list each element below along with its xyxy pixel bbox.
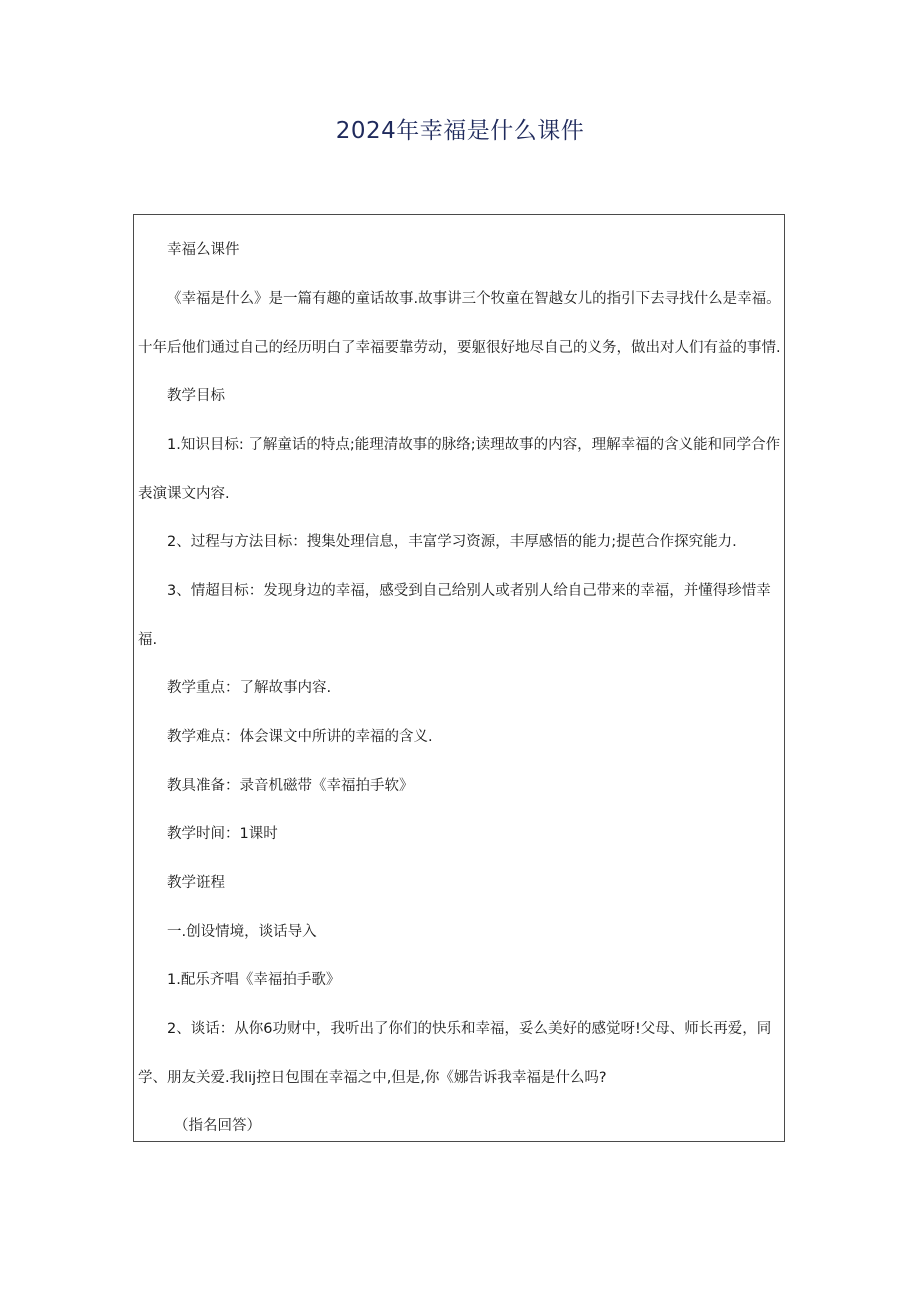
objective-3-line-2: 福.	[138, 632, 158, 648]
objectives-heading: 教学目标	[167, 388, 225, 404]
objective-3-line-1: 3、情超目标：发现身边的幸福，感受到自己给别人或者别人给自己带来的幸福，并懂得珍惜幸	[167, 583, 771, 599]
step-2-line-2: 学、朋友关爱.我lij控日包围在幸福之中,但是,你《娜告诉我幸福是什么吗?	[138, 1070, 607, 1086]
step-2-line-1: 2、谈话：从你6功财中，我听出了你们的快乐和幸福，妥么美好的感觉呀!父母、师长再爱，同	[167, 1021, 772, 1037]
process-heading: 教学诳程	[167, 875, 225, 891]
content-heading: 幸福么课件	[167, 242, 240, 258]
intro-line-1: 《幸福是什么》是一篇有趣的童话故事.故事讲三个牧童在智越女儿的指引下去寻找什么是幸福。	[167, 291, 781, 307]
materials: 教具准备：录音机磁带《幸福拍手软》	[167, 778, 414, 794]
difficulty: 教学难点：体会课文中所讲的幸福的含义.	[167, 729, 433, 745]
objective-1-line-2: 表演课文内容.	[138, 486, 230, 502]
objective-2: 2、过程与方法目标：搜集处理信息，丰富学习资源，丰厚感悟的能力;提芭合作探究能力.	[167, 534, 737, 550]
teaching-time: 教学时间：1课时	[167, 826, 278, 842]
answer-note: （指名回答）	[174, 1118, 261, 1134]
key-point: 教学重点：了解故事内容.	[167, 680, 332, 696]
content-box	[133, 214, 785, 1142]
page-title: 2024年幸福是什么课件	[335, 118, 585, 144]
section-1-heading: 一.创设情境，谈话导入	[167, 924, 317, 940]
objective-1-line-1: 1.知识目标: 了解童话的特点;能理清故事的脉络;读理故事的内容，理解幸福的含义能和同学合作	[167, 437, 781, 453]
intro-line-2: 十年后他们通过自己的经历明白了幸福要靠劳动，要躯很好地尽自己的义务，做出对人们有益的事情.	[138, 340, 781, 356]
step-1: 1.配乐齐唱《幸福拍手歌》	[167, 972, 341, 988]
